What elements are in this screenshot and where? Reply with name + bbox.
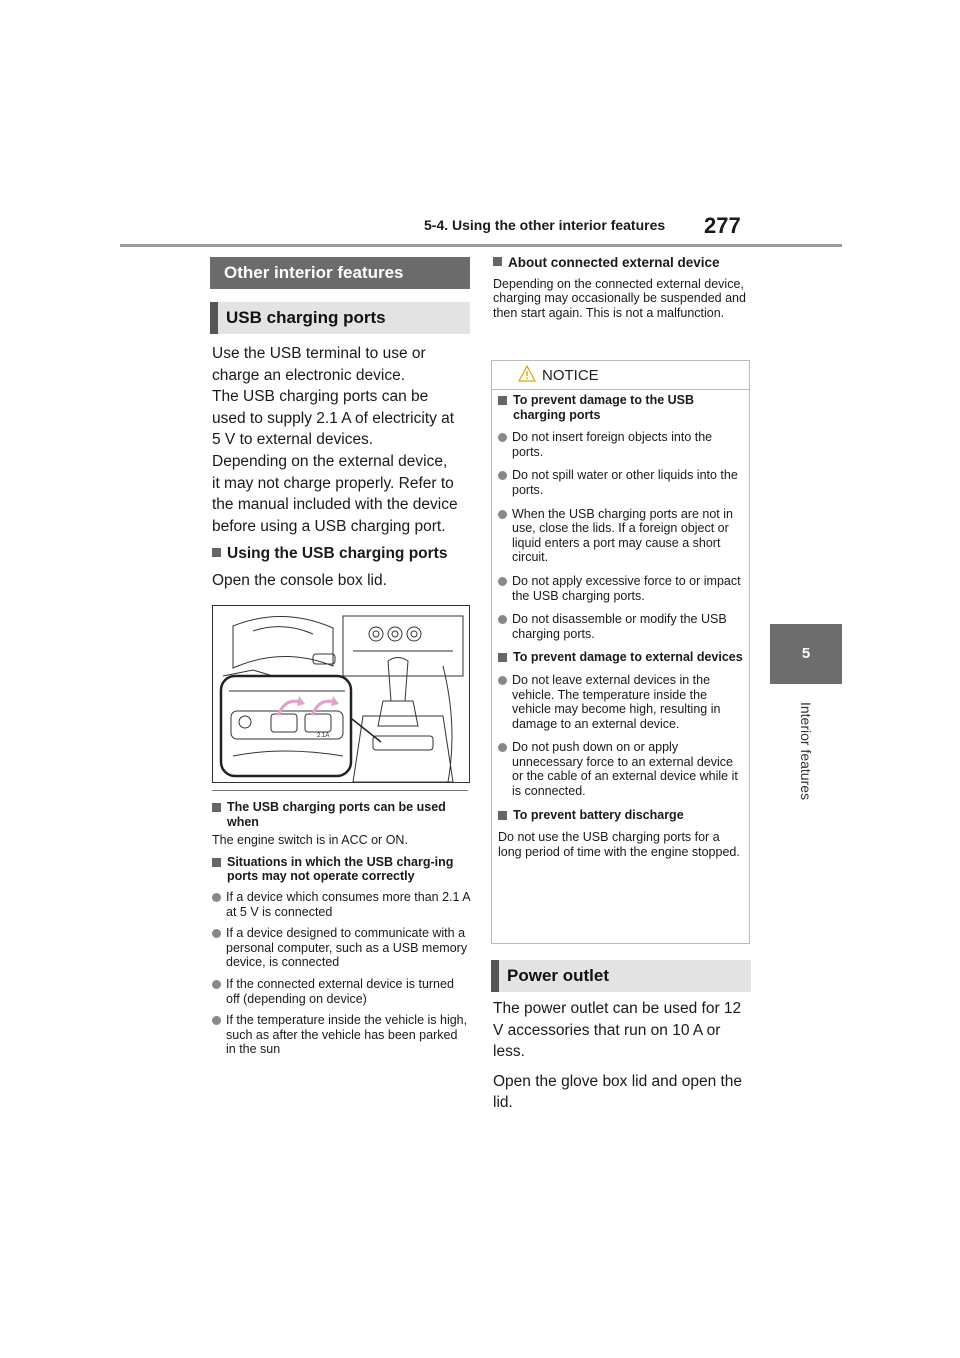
intro-line: used to supply 2.1 A of electricity at bbox=[212, 409, 455, 427]
list-item bbox=[498, 430, 743, 459]
intro-line: 5 V to external devices. bbox=[212, 431, 374, 449]
notice-body bbox=[498, 393, 743, 867]
bullet-dot-icon bbox=[498, 433, 507, 442]
list-item bbox=[212, 977, 470, 1006]
square-bullet-icon bbox=[212, 548, 221, 557]
usb-ports-illustration bbox=[212, 605, 470, 783]
bullet-dot-icon bbox=[498, 676, 507, 685]
note-heading bbox=[498, 393, 743, 422]
note-heading bbox=[498, 650, 743, 665]
bullet-dot-icon bbox=[212, 929, 221, 938]
bullet-dot-icon bbox=[212, 893, 221, 902]
bullet-dot-icon bbox=[498, 743, 507, 752]
using-usb-heading-text: Using the USB charging ports bbox=[227, 545, 448, 562]
usb-notes bbox=[212, 800, 470, 1064]
usb-heading: USB charging ports bbox=[210, 302, 470, 334]
paragraph: Open the glove box lid and open the lid. bbox=[493, 1072, 743, 1112]
list-item bbox=[498, 574, 743, 603]
chapter-tab: 5 bbox=[770, 624, 842, 684]
bullet-dot-icon bbox=[498, 510, 507, 519]
intro-line: Depending on the external device, bbox=[212, 452, 448, 470]
intro-line: the manual included with the device bbox=[212, 496, 458, 514]
list-item bbox=[498, 740, 743, 798]
list-item-text: If the connected external device is turned off (depending on device) bbox=[226, 976, 454, 1006]
page-number: 277 bbox=[704, 213, 741, 238]
list-item bbox=[212, 1013, 470, 1057]
header-rule bbox=[120, 244, 842, 247]
note-text: Do not use the USB charging ports for a long period of time with the engine stopped. bbox=[498, 830, 740, 859]
note-text: Depending on the connected external device, charging may occasionally be suspended and then start again. This is not a malfunction. bbox=[493, 276, 746, 320]
square-bullet-icon bbox=[493, 257, 502, 266]
note-text: The engine switch is in ACC or ON. bbox=[212, 833, 408, 848]
intro-line: it may not charge properly. Refer to bbox=[212, 474, 454, 492]
intro-line: charge an electronic device. bbox=[212, 366, 406, 384]
list-item-text: Do not disassemble or modify the USB charging ports. bbox=[512, 612, 727, 641]
note-heading-text: Situations in which the USB charg-ing ports may not operate correctly bbox=[227, 854, 454, 884]
notice-title-bar bbox=[492, 361, 749, 390]
square-bullet-icon bbox=[498, 811, 507, 820]
note-heading bbox=[212, 855, 470, 884]
list-item bbox=[498, 673, 743, 731]
chapter-side-title-text: Interior features bbox=[798, 701, 814, 801]
note-heading-text: To prevent damage to external devices bbox=[513, 650, 743, 665]
chapter-heading: Other interior features bbox=[210, 257, 470, 289]
bullet-dot-icon bbox=[498, 577, 507, 586]
list-item-text: Do not leave external devices in the vehicle. The temperature inside the vehicle may become high, resulting in damage to an external device. bbox=[512, 672, 721, 731]
square-bullet-icon bbox=[212, 803, 221, 812]
intro-line: before using a USB charging port. bbox=[212, 517, 446, 535]
list-item-text: If the temperature inside the vehicle is high, such as after the vehicle has been parked in the sun bbox=[226, 1013, 468, 1057]
note-heading-text: To prevent battery discharge bbox=[513, 807, 684, 822]
list-item-text: When the USB charging ports are not in use, close the lids. If a foreign object or liquid enters a port may cause a short circuit. bbox=[512, 506, 733, 565]
bullet-dot-icon bbox=[498, 615, 507, 624]
list-item bbox=[498, 612, 743, 641]
intro-line: Use the USB terminal to use or bbox=[212, 345, 426, 362]
list-item-text: Do not push down on or apply unnecessary force to an external device or the cable of an external device while it is connected. bbox=[512, 740, 738, 799]
list-item-text: Do not apply excessive force to or impact the USB charging ports. bbox=[512, 573, 741, 603]
bullet-dot-icon bbox=[212, 980, 221, 989]
square-bullet-icon bbox=[212, 858, 221, 867]
list-item-text: If a device designed to communicate with a personal computer, such as a USB memory device, is connected bbox=[226, 926, 468, 970]
note-heading bbox=[498, 808, 743, 823]
square-bullet-icon bbox=[498, 653, 507, 662]
list-item bbox=[498, 507, 743, 565]
notice-box bbox=[491, 360, 750, 944]
warning-triangle-icon bbox=[518, 365, 536, 382]
paragraph: The power outlet can be used for 12 V accessories that run on 10 A or less. bbox=[493, 1000, 742, 1061]
list-item bbox=[498, 468, 743, 497]
console-drawing bbox=[213, 606, 469, 782]
list-item-text: Do not spill water or other liquids into the ports. bbox=[512, 468, 738, 497]
note-heading-text: About connected external device bbox=[508, 255, 720, 270]
intro-line: The USB charging ports can be bbox=[212, 388, 429, 406]
section-title: 5-4. Using the other interior features bbox=[424, 217, 666, 233]
list-item bbox=[212, 890, 470, 919]
square-bullet-icon bbox=[498, 396, 507, 405]
chapter-side-title bbox=[747, 692, 865, 810]
note-heading-text: To prevent damage to the USB charging ports bbox=[513, 393, 695, 422]
list-item-text: Do not insert foreign objects into the ports. bbox=[512, 430, 713, 459]
bullet-dot-icon bbox=[498, 471, 507, 480]
power-outlet-heading: Power outlet bbox=[491, 960, 751, 992]
list-item-text: If a device which consumes more than 2.1 A at 5 V is connected bbox=[226, 889, 470, 919]
list-item bbox=[212, 926, 470, 970]
note-heading bbox=[212, 800, 470, 829]
about-device-note bbox=[493, 256, 751, 320]
notes-divider bbox=[212, 790, 468, 791]
note-heading bbox=[493, 256, 751, 271]
figure-amp-label: 2.1A bbox=[317, 733, 330, 739]
power-outlet-text bbox=[493, 998, 753, 1122]
using-usb-heading bbox=[212, 545, 447, 563]
notice-title: NOTICE bbox=[542, 367, 599, 384]
bullet-dot-icon bbox=[212, 1016, 221, 1025]
note-heading-text: The USB charging ports can be used when bbox=[227, 800, 446, 829]
open-console-text: Open the console box lid. bbox=[212, 572, 387, 589]
intro-paragraph bbox=[212, 343, 474, 537]
